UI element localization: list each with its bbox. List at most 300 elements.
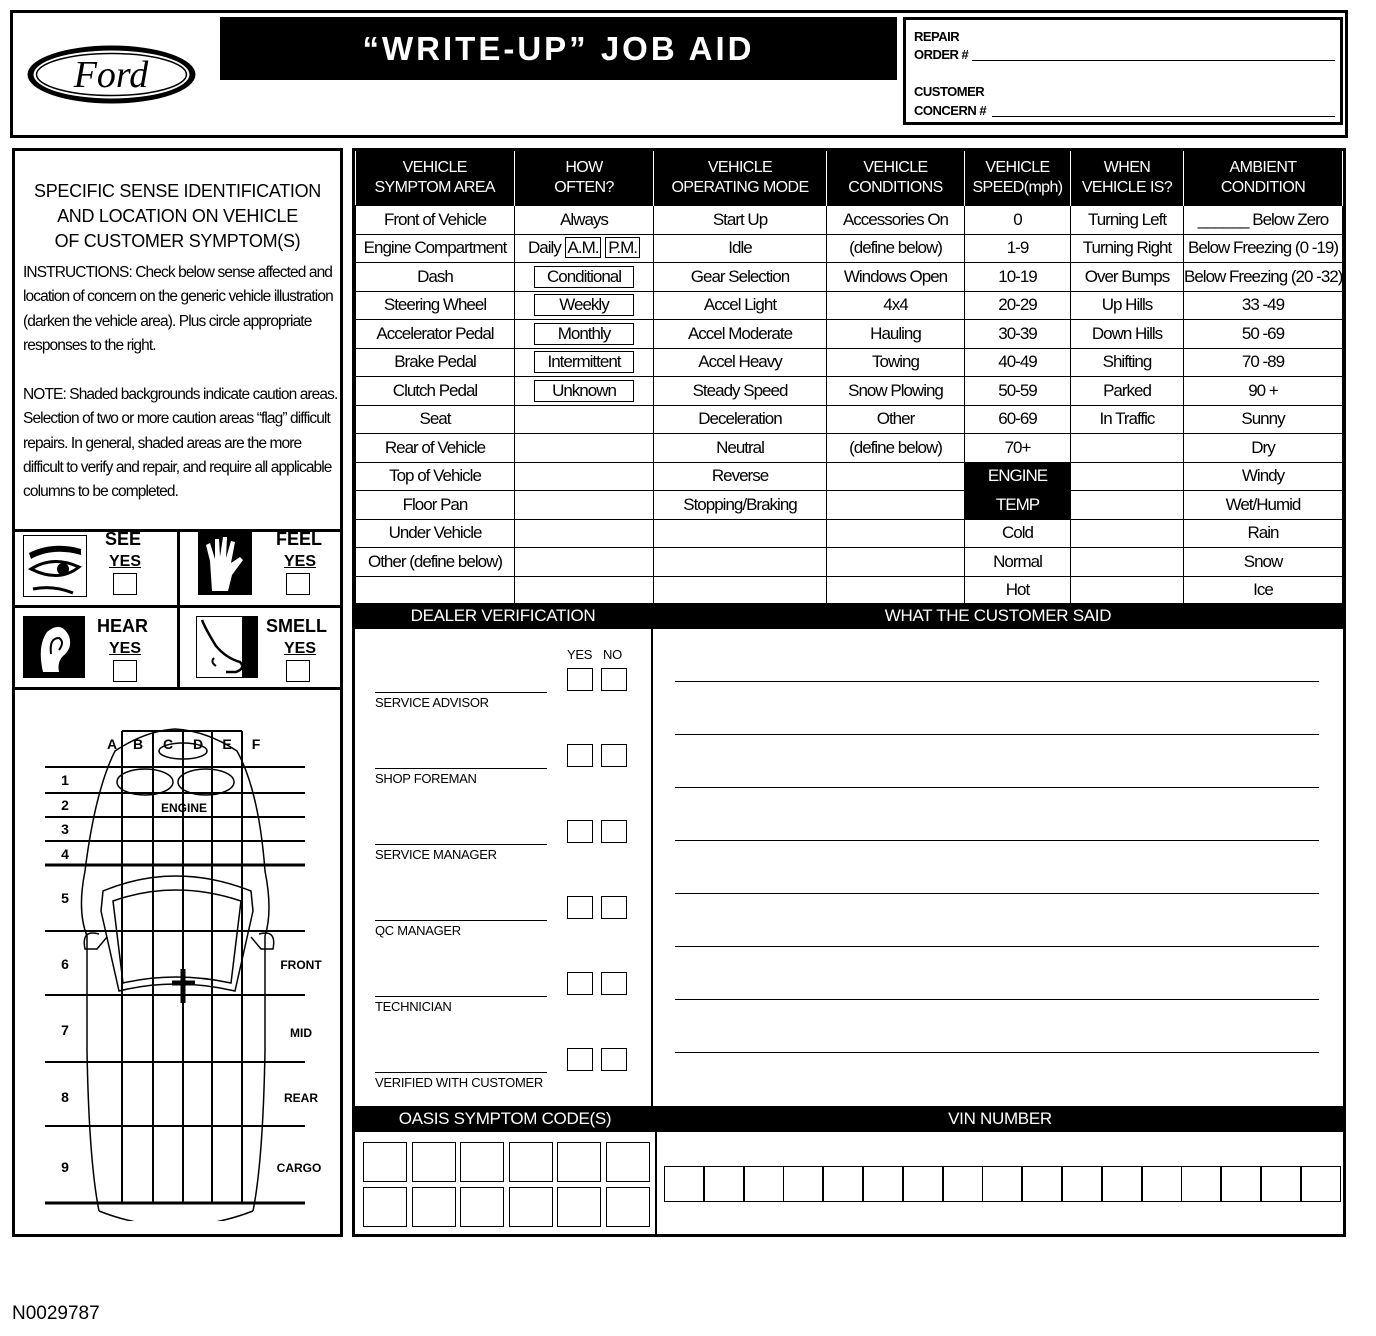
option-label: Windy bbox=[1241, 466, 1285, 486]
customer-statement-line[interactable] bbox=[675, 946, 1319, 947]
row-label: 3 bbox=[61, 821, 69, 837]
verified-no-checkbox[interactable] bbox=[601, 820, 627, 843]
vin-character-box[interactable] bbox=[982, 1166, 1022, 1202]
table-cell[interactable] bbox=[1071, 377, 1184, 406]
customer-statement-line[interactable] bbox=[675, 999, 1319, 1000]
option-label: Rear of Vehicle bbox=[384, 437, 486, 457]
column-label: F bbox=[251, 736, 261, 752]
option-label: In Traffic bbox=[1099, 409, 1155, 429]
table-row bbox=[356, 434, 1343, 463]
table-cell[interactable] bbox=[1071, 291, 1184, 320]
table-cell[interactable] bbox=[965, 377, 1071, 406]
table-cell[interactable] bbox=[965, 548, 1071, 577]
customer-statement-line[interactable] bbox=[675, 787, 1319, 788]
verified-yes-checkbox[interactable] bbox=[567, 668, 593, 691]
table-cell[interactable] bbox=[965, 405, 1071, 434]
option-label: Dash bbox=[417, 266, 453, 286]
signature-line[interactable] bbox=[375, 844, 547, 845]
option-label: Snow bbox=[1243, 551, 1283, 571]
table-cell[interactable] bbox=[1184, 434, 1343, 463]
option-label: Deceleration bbox=[698, 409, 782, 429]
vin-character-box[interactable] bbox=[1062, 1166, 1102, 1202]
repair-order-box bbox=[903, 17, 1343, 125]
vin-header: VIN NUMBER bbox=[657, 1106, 1343, 1132]
option-label: Accel Moderate bbox=[687, 323, 793, 343]
table-cell[interactable] bbox=[515, 291, 654, 320]
table-cell[interactable] bbox=[1184, 405, 1343, 434]
header-line: VEHICLE bbox=[402, 159, 467, 176]
frequency-option[interactable]: Weekly bbox=[534, 294, 634, 316]
option-label: Wet/Humid bbox=[1225, 494, 1301, 514]
table-cell[interactable] bbox=[1184, 548, 1343, 577]
option-daily[interactable]: Daily bbox=[528, 238, 561, 258]
yes-column-label: YES bbox=[567, 647, 593, 662]
yes-label: YES bbox=[109, 640, 142, 657]
vin-character-box[interactable] bbox=[783, 1166, 823, 1202]
oasis-code-box[interactable] bbox=[557, 1142, 601, 1182]
frequency-option[interactable]: Conditional bbox=[534, 266, 634, 288]
column-label: D bbox=[192, 736, 204, 752]
row-label: 4 bbox=[61, 846, 69, 862]
customer-concern-field[interactable] bbox=[992, 116, 1335, 117]
smell-yes-checkbox[interactable] bbox=[286, 660, 310, 682]
sense-name: SEE bbox=[105, 529, 142, 549]
role-label: SERVICE MANAGER bbox=[375, 847, 497, 862]
option-label: Start Up bbox=[712, 209, 768, 229]
option-label: Normal bbox=[993, 551, 1042, 571]
role-label: QC MANAGER bbox=[375, 923, 461, 938]
row-label: 2 bbox=[61, 797, 69, 813]
oasis-code-box[interactable] bbox=[363, 1142, 407, 1182]
instructions-text: INSTRUCTIONS: Check below sense affected and location of concern on the generic vehicle illustration (darken the vehicle area). Plus circle appropriate responses to the right. bbox=[23, 264, 333, 354]
figure-id: N0029787 bbox=[12, 1303, 100, 1324]
verified-no-checkbox[interactable] bbox=[601, 896, 627, 919]
table-cell[interactable] bbox=[1071, 263, 1184, 292]
option-label: 90 + bbox=[1248, 380, 1278, 400]
form-title: “WRITE-UP” JOB AID bbox=[220, 17, 897, 80]
signature-line[interactable] bbox=[375, 920, 547, 921]
table-cell[interactable] bbox=[356, 548, 515, 577]
table-cell bbox=[515, 548, 654, 577]
table-cell[interactable] bbox=[965, 491, 1071, 520]
note-text: NOTE: Shaded backgrounds indicate caution areas. Selection of two or more caution areas “flag” difficult repairs. In general, shaded areas are the more difficult to verify and repair, and require all applicable columns to be completed. bbox=[23, 386, 338, 501]
verified-yes-checkbox[interactable] bbox=[567, 896, 593, 919]
sense-smell bbox=[180, 608, 340, 687]
table-cell bbox=[654, 548, 827, 577]
table-cell[interactable] bbox=[1071, 348, 1184, 377]
dealer-verification-header: DEALER VERIFICATION bbox=[355, 603, 651, 629]
sense-title bbox=[15, 179, 340, 254]
vin-character-box[interactable] bbox=[1142, 1166, 1182, 1202]
customer-concern-label-2: CONCERN # bbox=[914, 103, 987, 118]
table-row bbox=[356, 462, 1343, 491]
sense-see bbox=[15, 529, 175, 605]
table-cell bbox=[515, 491, 654, 520]
option-label: Accel Light bbox=[703, 295, 777, 315]
option-label: Clutch Pedal bbox=[392, 380, 478, 400]
yes-label: YES bbox=[284, 640, 317, 657]
table-cell[interactable] bbox=[827, 234, 965, 263]
option-label: Ice bbox=[1253, 580, 1273, 600]
table-cell[interactable] bbox=[827, 320, 965, 349]
table-cell bbox=[1071, 434, 1184, 463]
header-line: OFTEN? bbox=[554, 179, 614, 196]
option-label: 70 -89 bbox=[1241, 352, 1285, 372]
table-cell[interactable] bbox=[654, 234, 827, 263]
option-label: Parked bbox=[1103, 380, 1151, 400]
oasis-code-box[interactable] bbox=[509, 1187, 553, 1227]
option-label: Over Bumps bbox=[1084, 266, 1170, 286]
svg-text:Ford: Ford bbox=[73, 54, 149, 96]
table-cell[interactable] bbox=[965, 291, 1071, 320]
table-cell[interactable] bbox=[1184, 320, 1343, 349]
column-label: B bbox=[132, 736, 144, 752]
symptom-table bbox=[355, 151, 1343, 605]
oasis-code-box[interactable] bbox=[460, 1187, 504, 1227]
option-label: Hauling bbox=[870, 323, 921, 343]
verified-yes-checkbox[interactable] bbox=[567, 820, 593, 843]
option-label: Always bbox=[560, 209, 608, 229]
table-cell[interactable] bbox=[654, 206, 827, 235]
table-cell[interactable] bbox=[1071, 320, 1184, 349]
option-label: ENGINE bbox=[987, 466, 1048, 486]
option-label: Windows Open bbox=[843, 266, 948, 286]
option-label: Towing bbox=[872, 352, 919, 372]
customer-statement-line[interactable] bbox=[675, 1052, 1319, 1053]
table-cell[interactable] bbox=[1184, 377, 1343, 406]
table-cell[interactable] bbox=[827, 291, 965, 320]
table-cell[interactable] bbox=[654, 377, 827, 406]
table-cell bbox=[827, 519, 965, 548]
role-label: SHOP FOREMAN bbox=[375, 771, 477, 786]
vin-character-box[interactable] bbox=[823, 1166, 863, 1202]
option-label: Engine Compartment bbox=[363, 238, 507, 258]
table-row bbox=[356, 519, 1343, 548]
table-cell[interactable] bbox=[515, 206, 654, 235]
role-label: TECHNICIAN bbox=[375, 999, 452, 1014]
column-header bbox=[1071, 151, 1184, 206]
column-header bbox=[515, 151, 654, 206]
verified-no-checkbox[interactable] bbox=[601, 744, 627, 767]
zone-label: MID bbox=[290, 1026, 312, 1040]
sense-name: HEAR bbox=[97, 616, 149, 636]
table-cell[interactable] bbox=[965, 462, 1071, 491]
header-line: CONDITION bbox=[1220, 179, 1306, 196]
table-row bbox=[356, 576, 1343, 605]
option-pm[interactable]: P.M. bbox=[605, 237, 640, 258]
table-cell[interactable] bbox=[965, 263, 1071, 292]
table-cell[interactable] bbox=[827, 405, 965, 434]
vin-character-box[interactable] bbox=[1102, 1166, 1142, 1202]
table-row bbox=[356, 405, 1343, 434]
vin-character-box[interactable] bbox=[1022, 1166, 1062, 1202]
header-line: VEHICLE bbox=[985, 159, 1050, 176]
oasis-code-box[interactable] bbox=[412, 1187, 456, 1227]
option-label: 20-29 bbox=[998, 295, 1037, 315]
table-cell bbox=[827, 548, 965, 577]
table-cell[interactable] bbox=[827, 206, 965, 235]
table-cell[interactable] bbox=[965, 434, 1071, 463]
vin-character-box[interactable] bbox=[744, 1166, 784, 1202]
signature-line[interactable] bbox=[375, 1072, 547, 1073]
vin-character-box[interactable] bbox=[1301, 1166, 1341, 1202]
vin-character-box[interactable] bbox=[1261, 1166, 1301, 1202]
table-cell[interactable] bbox=[654, 434, 827, 463]
option-am[interactable]: A.M. bbox=[565, 237, 602, 258]
frequency-option[interactable]: Intermittent bbox=[534, 351, 634, 373]
row-label: 5 bbox=[61, 890, 69, 906]
table-cell bbox=[1071, 519, 1184, 548]
table-cell bbox=[654, 519, 827, 548]
table-cell[interactable] bbox=[356, 519, 515, 548]
table-cell[interactable] bbox=[356, 348, 515, 377]
option-label: 40-49 bbox=[998, 352, 1037, 372]
oasis-code-box[interactable] bbox=[460, 1142, 504, 1182]
customer-said-header: WHAT THE CUSTOMER SAID bbox=[653, 603, 1343, 629]
table-cell[interactable] bbox=[827, 348, 965, 377]
header-line: OPERATING MODE bbox=[671, 179, 809, 196]
nose-icon bbox=[196, 616, 258, 678]
table-cell[interactable] bbox=[965, 234, 1071, 263]
table-cell bbox=[827, 491, 965, 520]
header-line: VEHICLE bbox=[707, 159, 773, 176]
option-label: Steady Speed bbox=[692, 380, 788, 400]
option-label: ______ Below Zero bbox=[1197, 209, 1329, 229]
oasis-header: OASIS SYMPTOM CODE(S) bbox=[355, 1106, 655, 1132]
signature-line[interactable] bbox=[375, 996, 547, 997]
vin-character-box[interactable] bbox=[1221, 1166, 1261, 1202]
option-label: Front of Vehicle bbox=[383, 209, 487, 229]
yes-label: YES bbox=[109, 553, 142, 570]
see-yes-checkbox[interactable] bbox=[113, 573, 137, 595]
table-cell bbox=[515, 434, 654, 463]
frequency-option[interactable]: Unknown bbox=[534, 380, 634, 402]
table-cell[interactable] bbox=[965, 348, 1071, 377]
option-label: Dry bbox=[1251, 437, 1275, 457]
option-label: Gear Selection bbox=[690, 266, 790, 286]
column-header bbox=[356, 151, 515, 206]
table-cell[interactable] bbox=[965, 320, 1071, 349]
table-cell[interactable] bbox=[1184, 348, 1343, 377]
option-label: Shifting bbox=[1102, 352, 1152, 372]
vin-character-box[interactable] bbox=[1181, 1166, 1221, 1202]
sense-feel bbox=[180, 529, 340, 605]
table-cell[interactable] bbox=[1071, 405, 1184, 434]
table-cell bbox=[1071, 576, 1184, 605]
verified-no-checkbox[interactable] bbox=[601, 972, 627, 995]
option-label: Floor Pan bbox=[402, 494, 468, 514]
option-label: Stopping/Braking bbox=[683, 494, 797, 514]
option-label: Accel Heavy bbox=[698, 352, 782, 372]
option-label: 10-19 bbox=[998, 266, 1037, 286]
table-cell[interactable] bbox=[515, 320, 654, 349]
signature-line[interactable] bbox=[375, 692, 547, 693]
header-line: VEHICLE bbox=[863, 159, 928, 176]
table-cell[interactable] bbox=[356, 434, 515, 463]
option-label: Turning Right bbox=[1082, 238, 1172, 258]
row-label: 1 bbox=[61, 772, 69, 788]
table-cell[interactable] bbox=[356, 234, 515, 263]
ear-icon bbox=[23, 616, 85, 678]
option-label: 30-39 bbox=[998, 323, 1037, 343]
table-cell[interactable] bbox=[965, 206, 1071, 235]
table-cell bbox=[827, 462, 965, 491]
table-cell[interactable] bbox=[1184, 576, 1343, 605]
option-label: Accessories On bbox=[842, 209, 949, 229]
ford-logo bbox=[25, 43, 198, 106]
column-label: A bbox=[106, 736, 118, 752]
role-label: VERIFIED WITH CUSTOMER bbox=[375, 1075, 543, 1090]
table-cell[interactable] bbox=[1184, 491, 1343, 520]
option-label: Neutral bbox=[716, 437, 764, 457]
table-cell[interactable] bbox=[356, 291, 515, 320]
option-label: 70+ bbox=[1004, 437, 1031, 457]
verified-yes-checkbox[interactable] bbox=[567, 972, 593, 995]
oasis-code-box[interactable] bbox=[509, 1142, 553, 1182]
hear-yes-checkbox[interactable] bbox=[113, 660, 137, 682]
customer-statement-line[interactable] bbox=[675, 681, 1319, 682]
header-line: VEHICLE IS? bbox=[1081, 179, 1173, 196]
column-label: E bbox=[222, 736, 232, 752]
table-cell bbox=[1071, 548, 1184, 577]
table-cell[interactable] bbox=[356, 405, 515, 434]
table-cell[interactable] bbox=[356, 263, 515, 292]
option-label: Up Hills bbox=[1101, 295, 1153, 315]
table-cell[interactable] bbox=[1184, 234, 1343, 263]
table-cell[interactable] bbox=[515, 234, 654, 263]
verified-yes-checkbox[interactable] bbox=[567, 1048, 593, 1071]
row-label: 9 bbox=[61, 1159, 69, 1175]
option-label: Cold bbox=[1002, 523, 1033, 543]
oasis-code-box[interactable] bbox=[557, 1187, 601, 1227]
oasis-code-box[interactable] bbox=[606, 1187, 650, 1227]
table-row bbox=[356, 206, 1343, 235]
signature-line[interactable] bbox=[375, 768, 547, 769]
option-label: Snow Plowing bbox=[848, 380, 943, 400]
table-cell[interactable] bbox=[1071, 206, 1184, 235]
table-cell[interactable] bbox=[356, 377, 515, 406]
frequency-option[interactable]: Monthly bbox=[534, 323, 634, 345]
table-cell bbox=[515, 462, 654, 491]
table-cell[interactable] bbox=[827, 434, 965, 463]
table-cell[interactable] bbox=[965, 519, 1071, 548]
table-cell[interactable] bbox=[356, 320, 515, 349]
yes-label: YES bbox=[284, 553, 317, 570]
oasis-code-box[interactable] bbox=[606, 1142, 650, 1182]
oasis-code-box[interactable] bbox=[412, 1142, 456, 1182]
table-row bbox=[356, 491, 1343, 520]
header-line: WHEN bbox=[1103, 159, 1151, 176]
table-cell[interactable] bbox=[356, 206, 515, 235]
customer-statement-line[interactable] bbox=[675, 840, 1319, 841]
table-cell bbox=[1071, 462, 1184, 491]
table-cell[interactable] bbox=[654, 320, 827, 349]
header-line: AMBIENT bbox=[1229, 159, 1297, 176]
table-cell[interactable] bbox=[356, 491, 515, 520]
table-row bbox=[356, 320, 1343, 349]
table-cell bbox=[1071, 491, 1184, 520]
table-row bbox=[356, 548, 1343, 577]
table-cell[interactable] bbox=[654, 491, 827, 520]
customer-statement-line[interactable] bbox=[675, 734, 1319, 735]
table-cell[interactable] bbox=[654, 263, 827, 292]
option-label: (define below) bbox=[849, 437, 942, 457]
column-header bbox=[1184, 151, 1343, 206]
table-row bbox=[356, 291, 1343, 320]
row-label: 8 bbox=[61, 1089, 69, 1105]
sense-panel bbox=[12, 148, 343, 1237]
option-label: 0 bbox=[1013, 209, 1022, 229]
table-cell[interactable] bbox=[1071, 234, 1184, 263]
table-cell[interactable] bbox=[827, 377, 965, 406]
no-column-label: NO bbox=[603, 647, 622, 662]
table-cell[interactable] bbox=[965, 576, 1071, 605]
table-cell[interactable] bbox=[515, 263, 654, 292]
option-label: 60-69 bbox=[998, 409, 1037, 429]
vin-character-box[interactable] bbox=[863, 1166, 903, 1202]
column-header bbox=[965, 151, 1071, 206]
sense-name: SMELL bbox=[266, 616, 327, 636]
option-label: 33 -49 bbox=[1241, 295, 1285, 315]
verified-yes-checkbox[interactable] bbox=[567, 744, 593, 767]
table-cell[interactable] bbox=[654, 348, 827, 377]
table-row bbox=[356, 348, 1343, 377]
table-cell[interactable] bbox=[1184, 462, 1343, 491]
table-cell[interactable] bbox=[515, 348, 654, 377]
table-cell[interactable] bbox=[515, 377, 654, 406]
role-label: SERVICE ADVISOR bbox=[375, 695, 489, 710]
table-cell[interactable] bbox=[1184, 263, 1343, 292]
table-cell[interactable] bbox=[827, 263, 965, 292]
table-cell bbox=[515, 405, 654, 434]
vin-character-box[interactable] bbox=[704, 1166, 744, 1202]
option-label: Sunny bbox=[1241, 409, 1285, 429]
main-panel bbox=[352, 148, 1346, 1237]
option-label: Brake Pedal bbox=[394, 352, 476, 372]
table-cell[interactable] bbox=[1184, 519, 1343, 548]
vin-character-box[interactable] bbox=[903, 1166, 943, 1202]
table-cell[interactable] bbox=[654, 405, 827, 434]
repair-order-field[interactable] bbox=[972, 60, 1335, 61]
option-label: Accelerator Pedal bbox=[376, 323, 494, 343]
sense-hear bbox=[15, 608, 175, 687]
repair-order-label: REPAIR bbox=[914, 29, 960, 44]
title-line: AND LOCATION ON VEHICLE bbox=[57, 206, 298, 226]
table-cell[interactable] bbox=[654, 291, 827, 320]
option-label: Below Freezing (0 -19) bbox=[1188, 238, 1338, 258]
oasis-code-box[interactable] bbox=[363, 1187, 407, 1227]
feel-yes-checkbox[interactable] bbox=[286, 573, 310, 595]
table-cell[interactable] bbox=[654, 462, 827, 491]
table-cell[interactable] bbox=[356, 462, 515, 491]
verified-no-checkbox[interactable] bbox=[601, 1048, 627, 1071]
option-label: Rain bbox=[1247, 523, 1279, 543]
vehicle-location-diagram[interactable] bbox=[15, 721, 340, 1221]
option-label: 50-59 bbox=[998, 380, 1037, 400]
vin-character-box[interactable] bbox=[943, 1166, 983, 1202]
table-cell[interactable] bbox=[1184, 206, 1343, 235]
customer-statement-line[interactable] bbox=[675, 893, 1319, 894]
option-label: Seat bbox=[419, 409, 451, 429]
header-line: SPEED(mph) bbox=[972, 179, 1063, 196]
header-line: HOW bbox=[565, 159, 603, 176]
customer-concern-label: CUSTOMER bbox=[914, 84, 985, 99]
row-label: 7 bbox=[61, 1022, 69, 1038]
verified-no-checkbox[interactable] bbox=[601, 668, 627, 691]
vin-character-box[interactable] bbox=[664, 1166, 704, 1202]
table-cell[interactable] bbox=[1184, 291, 1343, 320]
table-row bbox=[356, 263, 1343, 292]
